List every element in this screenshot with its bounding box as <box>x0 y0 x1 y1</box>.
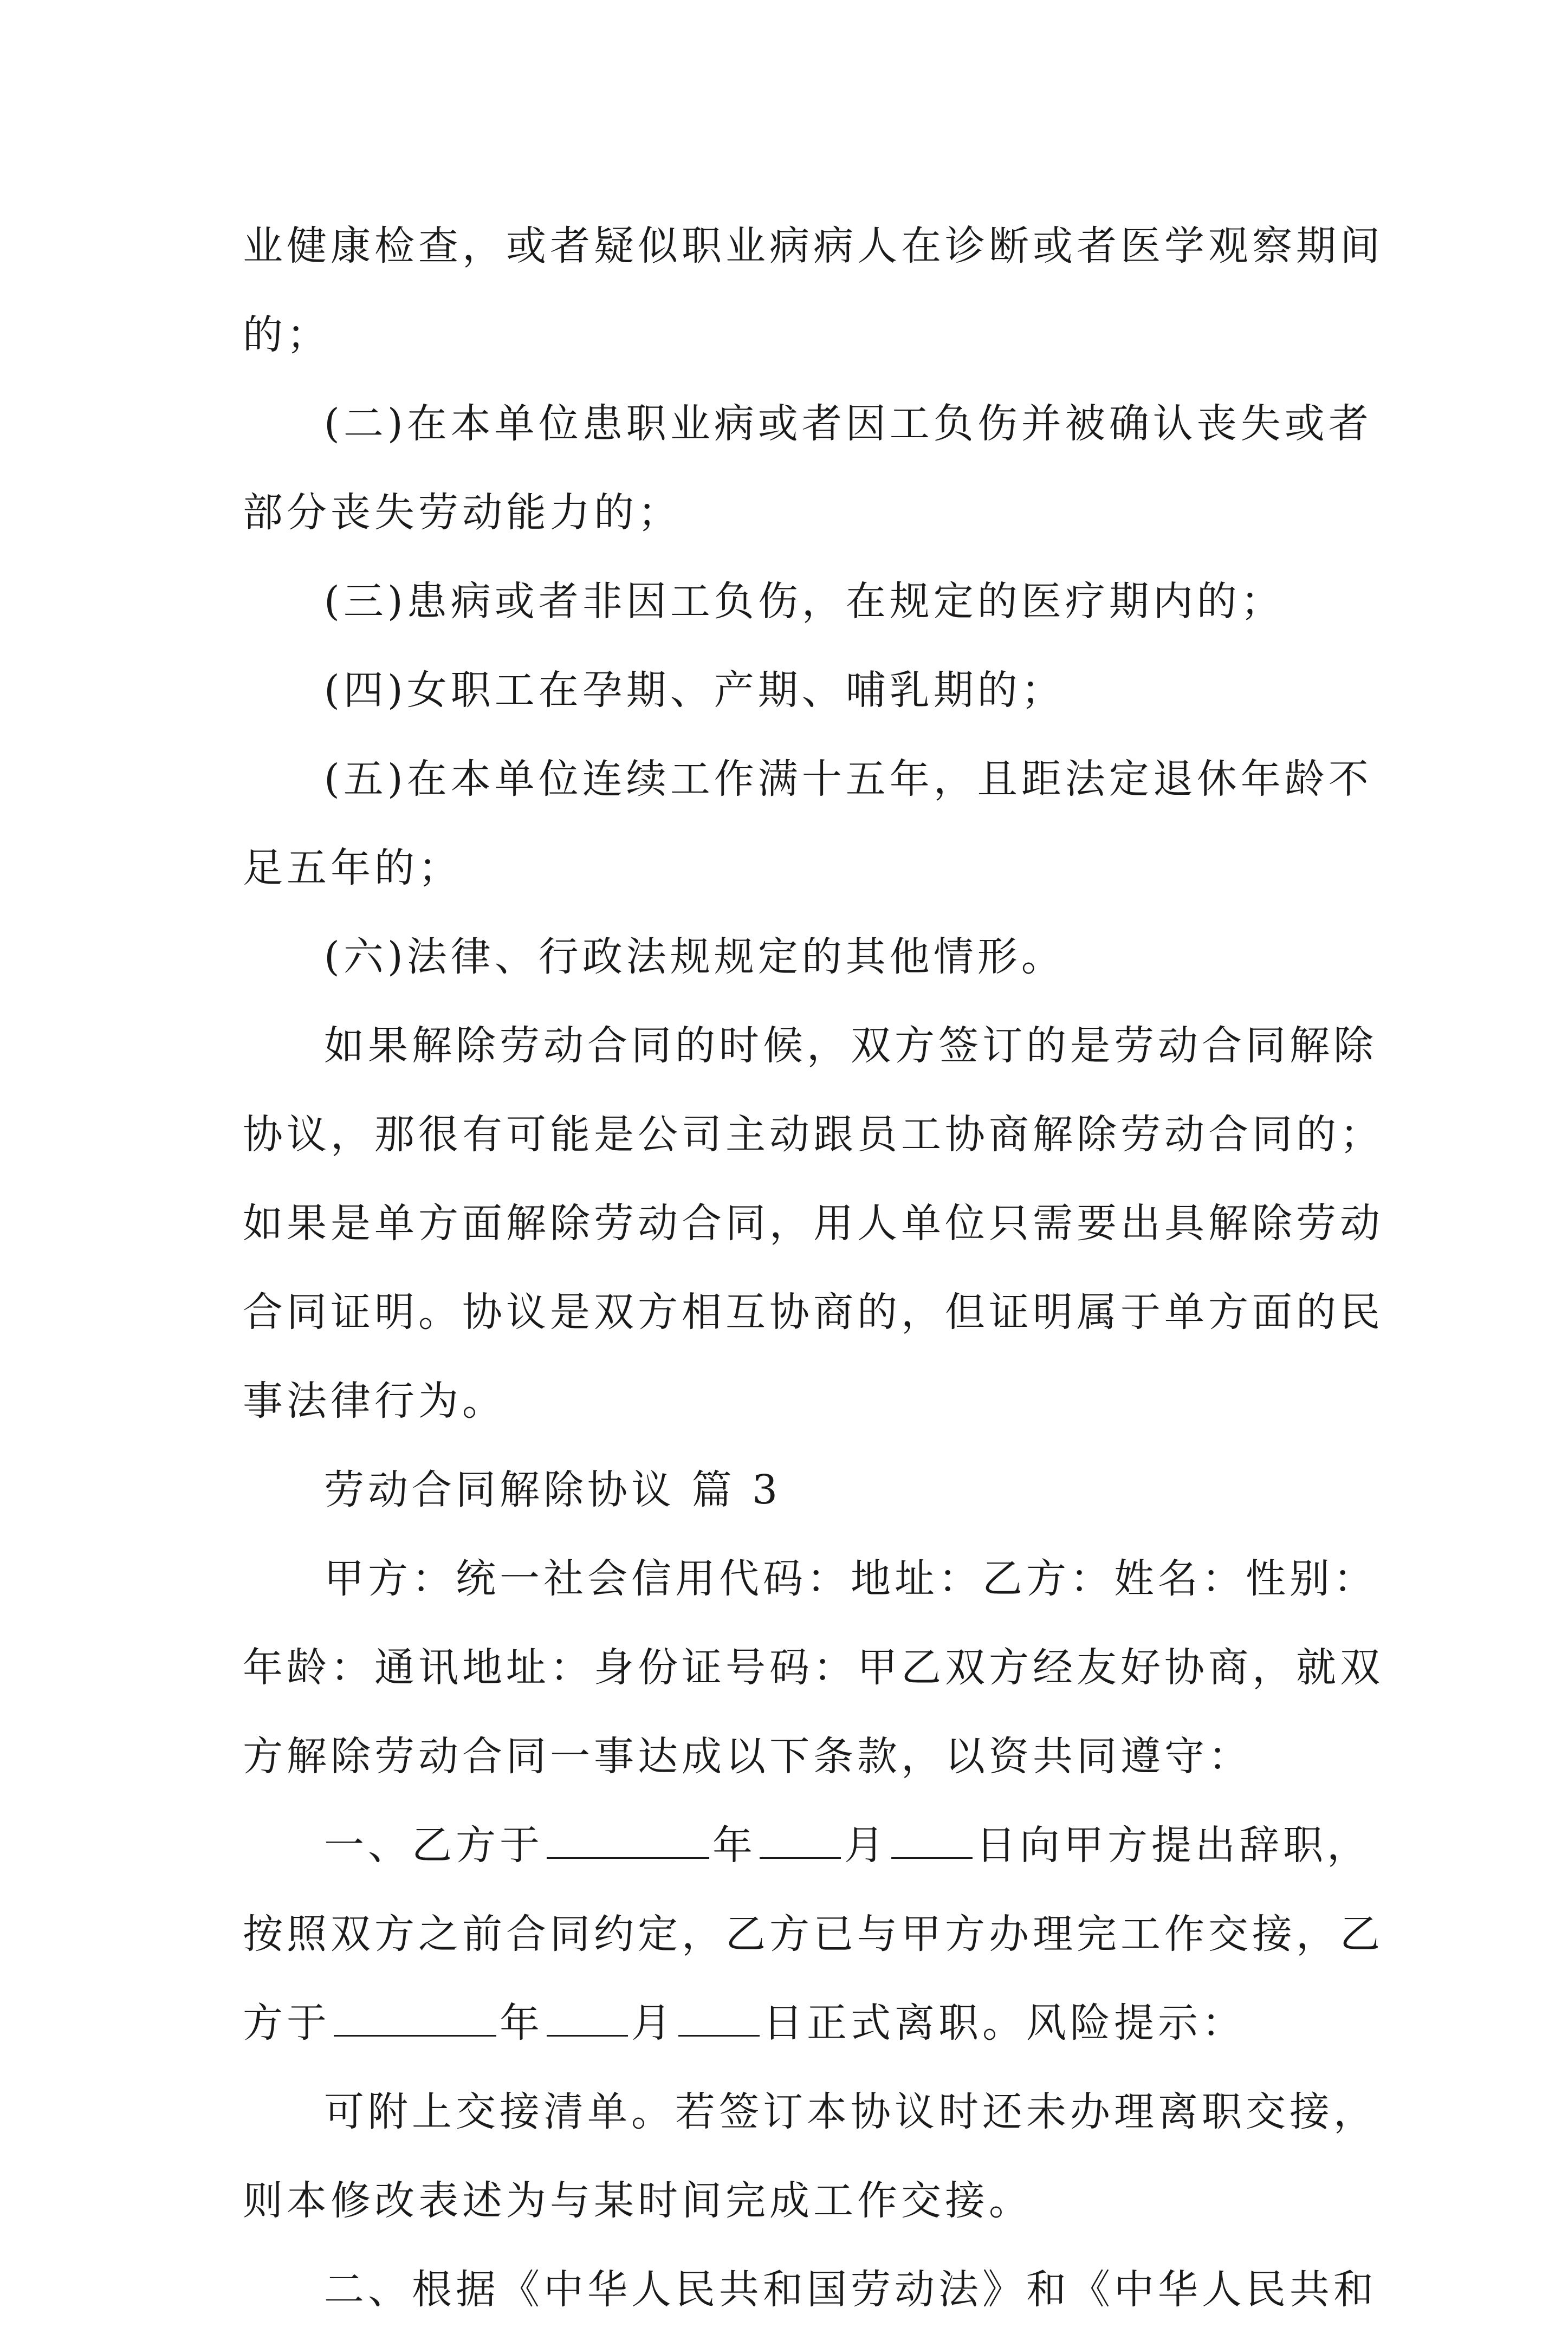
paragraph-line: 甲方：统一社会信用代码：地址：乙方：姓名：性别： <box>324 1555 1377 1602</box>
section-heading: 劳动合同解除协议 篇 3 <box>324 1467 782 1513</box>
year-blank <box>547 1824 709 1859</box>
clause-text: 方于 <box>243 2000 331 2046</box>
paragraph-line: 年龄：通讯地址：身份证号码：甲乙双方经友好协商，就双 <box>243 1644 1384 1691</box>
paragraph-line: 协议，那很有可能是公司主动跟员工协商解除劳动合同的； <box>243 1111 1384 1158</box>
clause-text: 日向甲方提出辞职， <box>976 1822 1371 1869</box>
paragraph-line: (六)法律、行政法规规定的其他情形。 <box>324 933 1065 980</box>
day-blank <box>678 2001 760 2037</box>
paragraph-line: 的； <box>243 312 331 358</box>
clause-line <box>243 1979 1333 2067</box>
paragraph-line: 如果解除劳动合同的时候，双方签订的是劳动合同解除 <box>324 1022 1377 1069</box>
clause-text: 月 <box>631 2000 675 2046</box>
paragraph-line: 可附上交接清单。若签订本协议时还未办理离职交接， <box>324 2089 1377 2135</box>
month-blank <box>760 1824 841 1859</box>
paragraph-line: (二)在本单位患职业病或者因工负伤并被确认丧失或者 <box>324 400 1372 447</box>
paragraph-line: 方解除劳动合同一事达成以下条款，以资共同遵守： <box>243 1733 1252 1780</box>
clause-text: 年 <box>500 2000 543 2046</box>
paragraph-line: 则本修改表述为与某时间完成工作交接。 <box>243 2177 1033 2224</box>
paragraph-line: (三)患病或者非因工负伤，在规定的医疗期内的； <box>324 578 1285 625</box>
clause-text: 一、乙方于 <box>324 1822 543 1869</box>
paragraph-line: 如果是单方面解除劳动合同，用人单位只需要出具解除劳动 <box>243 1200 1384 1247</box>
paragraph-line: 足五年的； <box>243 845 462 891</box>
month-blank <box>547 2001 628 2037</box>
paragraph-line: 按照双方之前合同约定，乙方已与甲方办理完工作交接，乙 <box>243 1911 1384 1957</box>
day-blank <box>891 1824 973 1859</box>
paragraph-line: 部分丧失劳动能力的； <box>243 489 682 536</box>
paragraph-line: 业健康检查，或者疑似职业病病人在诊断或者医学观察期间 <box>243 223 1384 269</box>
paragraph-line: (四)女职工在孕期、产期、哺乳期的； <box>324 667 1065 714</box>
year-blank <box>334 2001 496 2037</box>
paragraph-line: 事法律行为。 <box>243 1378 506 1424</box>
document-body <box>243 202 1384 2334</box>
clause-text: 年 <box>712 1822 756 1869</box>
clause-text: 月 <box>844 1822 888 1869</box>
paragraph-line: (五)在本单位连续工作满十五年，且距法定退休年龄不 <box>324 756 1372 802</box>
paragraph-line: 合同证明。协议是双方相互协商的，但证明属于单方面的民 <box>243 1289 1384 1335</box>
clause-text: 日正式离职。风险提示： <box>763 2000 1246 2046</box>
paragraph-line: 二、根据《中华人民共和国劳动法》和《中华人民共和 <box>324 2266 1377 2313</box>
clause-line <box>243 1801 1371 1890</box>
